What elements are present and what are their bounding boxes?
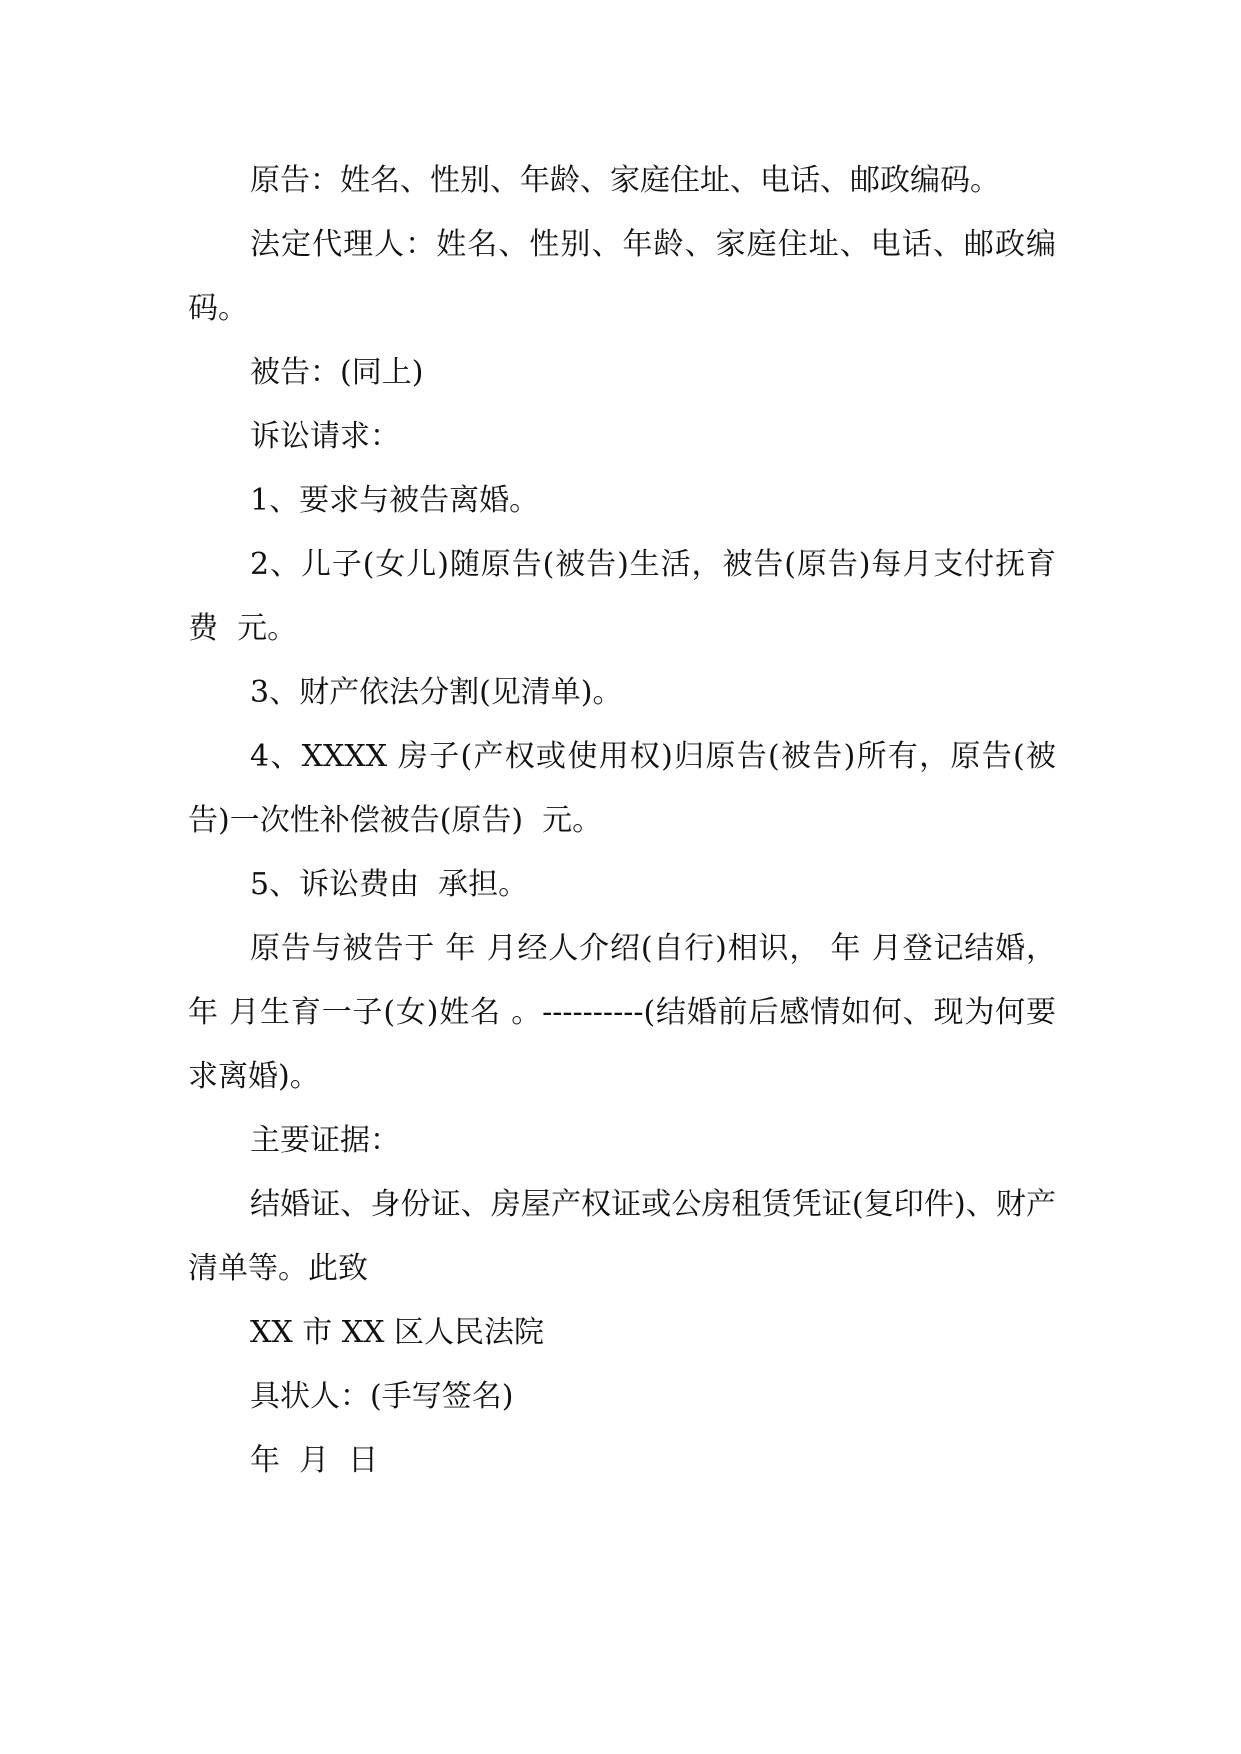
- claim-item-1: 1、要求与被告离婚。: [250, 483, 540, 518]
- claims-heading: 诉讼请求：: [250, 419, 400, 454]
- claim-item-3: 3、财产依法分割(见清单)。: [250, 675, 623, 710]
- facts-paragraph: 原告与被告于 年 月经人介绍(自行)相识， 年 月登记结婚，年 月生育一子(女)姓名 。----------(结婚前后感情如何、现为何要求离婚)。: [188, 931, 1056, 1094]
- plaintiff-info: 原告：姓名、性别、年龄、家庭住址、电话、邮政编码。: [250, 163, 1000, 198]
- court-addressee: XX 市 XX 区人民法院: [250, 1315, 545, 1350]
- claim-item-4: 4、XXXX 房子(产权或使用权)归原告(被告)所有，原告(被告)一次性补偿被告(原告) 元。: [188, 739, 1056, 838]
- document-body: [188, 149, 1056, 1493]
- evidence-list: 结婚证、身份证、房屋产权证或公房租赁凭证(复印件)、财产清单等。此致: [188, 1187, 1056, 1286]
- evidence-heading: 主要证据：: [250, 1123, 400, 1158]
- legal-representative-info: 法定代理人：姓名、性别、年龄、家庭住址、电话、邮政编码。: [188, 227, 1056, 326]
- defendant-info: 被告：(同上): [250, 355, 424, 390]
- date-line: 年 月 日: [250, 1443, 379, 1478]
- signature-line: 具状人：(手写签名): [250, 1379, 514, 1414]
- claim-item-2: 2、儿子(女儿)随原告(被告)生活，被告(原告)每月支付抚育费 元。: [188, 547, 1056, 646]
- claim-item-5: 5、诉讼费由 承担。: [250, 867, 529, 902]
